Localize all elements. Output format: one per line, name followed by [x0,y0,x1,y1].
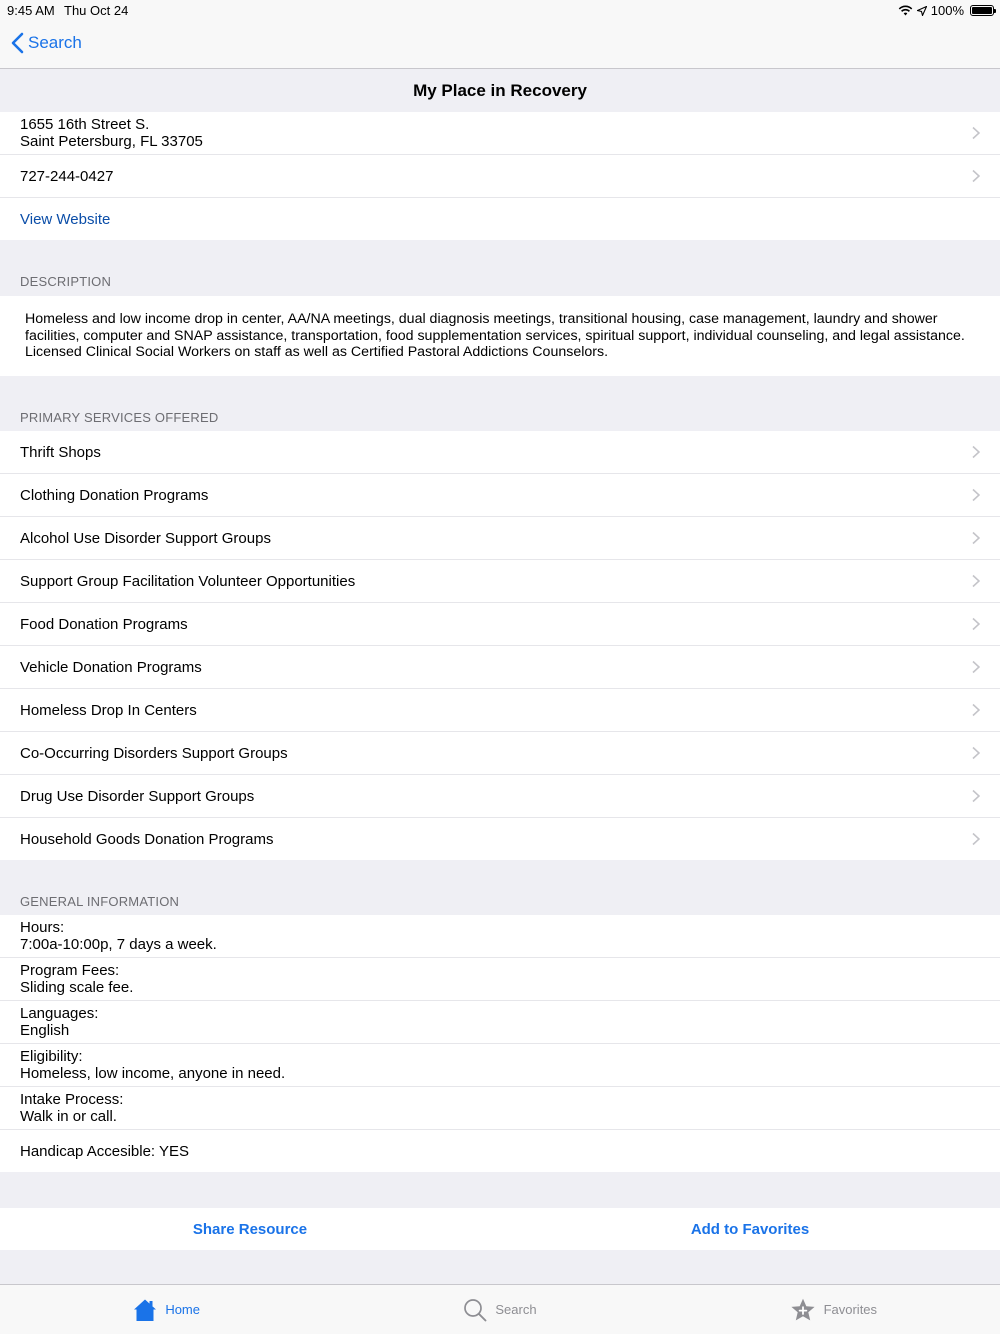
chevron-left-icon [11,32,24,54]
chevron-right-icon [972,532,980,545]
share-resource-button[interactable]: Share Resource [192,1220,308,1238]
star-plus-icon [790,1298,816,1322]
tab-favorites[interactable] [667,1285,1000,1334]
info-label: Languages: [20,1005,99,1022]
service-row[interactable] [0,775,1000,818]
info-label: Eligibility: [20,1048,83,1065]
service-label: Homeless Drop In Centers [20,701,197,719]
battery-icon [970,5,994,16]
info-row-intake [0,1087,1000,1130]
services-header: PRIMARY SERVICES OFFERED [20,410,219,425]
address-line2: Saint Petersburg, FL 33705 [20,133,203,150]
info-row-eligibility [0,1044,1000,1087]
chevron-right-icon [972,747,980,760]
chevron-right-icon [972,833,980,846]
nav-bar [0,22,1000,69]
chevron-right-icon [972,170,980,183]
chevron-right-icon [972,127,980,140]
info-row-hours [0,915,1000,958]
action-bar [0,1208,1000,1250]
service-label: Drug Use Disorder Support Groups [20,787,255,805]
service-row[interactable] [0,818,1000,860]
services-list [0,431,1000,860]
info-row-handicap [0,1130,1000,1172]
tab-home[interactable] [0,1285,333,1334]
back-button[interactable] [11,32,82,54]
phone-number: 727-244-0427 [20,167,114,185]
service-row[interactable] [0,560,1000,603]
service-label: Clothing Donation Programs [20,486,209,504]
general-info-list [0,915,1000,1172]
handicap-text: Handicap Accesible: YES [20,1142,189,1160]
info-value: Walk in or call. [20,1108,117,1125]
description-text: Homeless and low income drop in center, AA/NA meetings, dual diagnosis meetings, transitional housing, case management, laundry and shower facilities, computer and SNAP assistance, transportation, food supplementation services, spiritual support, individual counseling, and legal assistance. Licensed Clinical Social Workers on staff as well as Certified Pastoral Addictions Counselors. [0,296,1000,376]
service-row[interactable] [0,689,1000,732]
service-label: Thrift Shops [20,443,101,461]
status-right [898,3,994,18]
address-line1: 1655 16th Street S. [20,116,150,133]
info-value: Homeless, low income, anyone in need. [20,1065,286,1082]
service-row[interactable] [0,431,1000,474]
tab-search[interactable] [333,1285,666,1334]
info-row-languages [0,1001,1000,1044]
battery-percent: 100% [930,3,964,18]
status-time: 9:45 AM [7,3,55,18]
info-value: 7:00a-10:00p, 7 days a week. [20,936,217,953]
tab-label: Home [165,1302,200,1317]
service-row[interactable] [0,603,1000,646]
service-row[interactable] [0,517,1000,560]
service-label: Alcohol Use Disorder Support Groups [20,529,271,547]
add-to-favorites-button[interactable]: Add to Favorites [690,1220,810,1238]
info-label: Intake Process: [20,1091,124,1108]
info-value: Sliding scale fee. [20,979,134,996]
tab-label: Search [495,1302,537,1317]
service-row[interactable] [0,646,1000,689]
location-icon [917,6,927,16]
view-website-link[interactable]: View Website [20,210,111,228]
service-label: Vehicle Donation Programs [20,658,202,676]
chevron-right-icon [972,790,980,803]
tab-bar [0,1284,1000,1334]
back-button-label: Search [28,33,82,52]
page-title: My Place in Recovery [0,69,1000,112]
info-value: English [20,1022,70,1039]
info-label: Hours: [20,919,65,936]
service-label: Support Group Facilitation Volunteer Opportunities [20,572,356,590]
chevron-right-icon [972,661,980,674]
wifi-icon [898,5,913,16]
tab-label: Favorites [823,1302,878,1317]
service-row[interactable] [0,732,1000,775]
website-row[interactable] [0,198,1000,240]
address-row[interactable] [0,112,1000,155]
general-header: GENERAL INFORMATION [20,894,180,909]
contact-group [0,112,1000,240]
info-row-fees [0,958,1000,1001]
service-row[interactable] [0,474,1000,517]
description-header: DESCRIPTION [20,274,112,289]
service-label: Co-Occurring Disorders Support Groups [20,744,288,762]
status-bar [0,0,1000,22]
home-icon [133,1298,157,1322]
service-label: Household Goods Donation Programs [20,830,274,848]
chevron-right-icon [972,489,980,502]
chevron-right-icon [972,704,980,717]
chevron-right-icon [972,618,980,631]
status-date: Thu Oct 24 [64,3,129,18]
chevron-right-icon [972,446,980,459]
service-label: Food Donation Programs [20,615,188,633]
info-label: Program Fees: [20,962,120,979]
phone-row[interactable] [0,155,1000,198]
search-icon [463,1298,487,1322]
chevron-right-icon [972,575,980,588]
